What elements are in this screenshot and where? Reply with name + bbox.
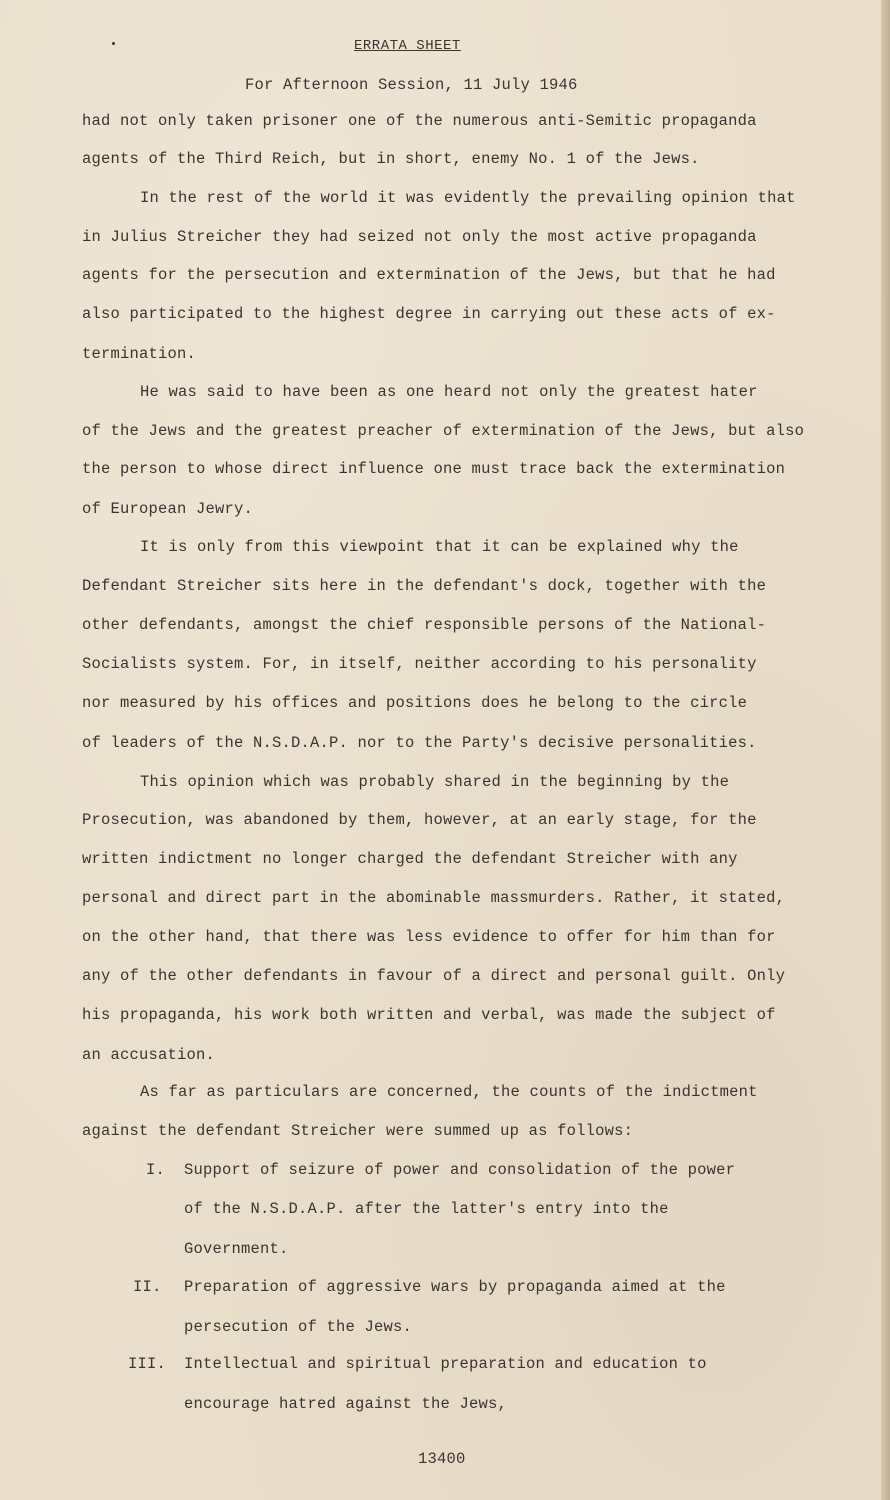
body-line: termination. xyxy=(82,345,197,363)
body-line: He was said to have been as one heard not only the greatest hater xyxy=(140,383,758,401)
body-line: of leaders of the N.S.D.A.P. nor to the Party's decisive personalities. xyxy=(82,734,757,752)
count-line: Intellectual and spiritual preparation and education to xyxy=(184,1355,707,1373)
count-line: Government. xyxy=(184,1240,289,1258)
body-line: of the Jews and the greatest preacher of extermination of the Jews, but also xyxy=(82,422,805,440)
count-line: encourage hatred against the Jews, xyxy=(184,1395,508,1413)
ink-dot xyxy=(112,42,115,45)
body-line: In the rest of the world it was evidently the prevailing opinion that xyxy=(140,189,796,207)
body-line: the person to whose direct influence one must trace back the extermination xyxy=(82,460,786,478)
body-line: nor measured by his offices and positions does he belong to the circle xyxy=(82,694,748,712)
body-line: of European Jewry. xyxy=(82,500,254,518)
body-line: It is only from this viewpoint that it can be explained why the xyxy=(140,538,739,556)
session-line: For Afternoon Session, 11 July 1946 xyxy=(245,76,578,94)
body-line: agents of the Third Reich, but in short, enemy No. 1 of the Jews. xyxy=(82,150,700,168)
page-edge-shadow xyxy=(881,0,890,1500)
count-line: Preparation of aggressive wars by propaganda aimed at the xyxy=(184,1278,726,1296)
body-line: also participated to the highest degree in carrying out these acts of ex- xyxy=(82,305,776,323)
page-number: 13400 xyxy=(418,1450,466,1468)
count-line: of the N.S.D.A.P. after the latter's entry into the xyxy=(184,1200,669,1218)
count-numeral: I. xyxy=(146,1161,166,1179)
body-line: other defendants, amongst the chief responsible persons of the National- xyxy=(82,616,767,634)
body-line: agents for the persecution and extermination of the Jews, but that he had xyxy=(82,266,776,284)
errata-title: ERRATA SHEET xyxy=(354,38,461,54)
body-line: Prosecution, was abandoned by them, however, at an early stage, for the xyxy=(82,811,757,829)
body-line: in Julius Streicher they had seized not only the most active propaganda xyxy=(82,228,757,246)
body-line: any of the other defendants in favour of a direct and personal guilt. Only xyxy=(82,967,786,985)
body-line: As far as particulars are concerned, the counts of the indictment xyxy=(140,1083,758,1101)
body-line: Defendant Streicher sits here in the defendant's dock, together with the xyxy=(82,577,767,595)
count-numeral: II. xyxy=(133,1278,162,1296)
body-line: written indictment no longer charged the defendant Streicher with any xyxy=(82,850,738,868)
body-line: had not only taken prisoner one of the numerous anti-Semitic propaganda xyxy=(82,112,757,130)
body-line: Socialists system. For, in itself, neither according to his personality xyxy=(82,655,757,673)
body-line: his propaganda, his work both written and verbal, was made the subject of xyxy=(82,1006,776,1024)
count-line: Support of seizure of power and consolidation of the power xyxy=(184,1161,736,1179)
body-line: This opinion which was probably shared in the beginning by the xyxy=(140,773,730,791)
body-line: against the defendant Streicher were summed up as follows: xyxy=(82,1122,634,1140)
count-line: persecution of the Jews. xyxy=(184,1318,413,1336)
body-line: an accusation. xyxy=(82,1046,216,1064)
body-line: on the other hand, that there was less evidence to offer for him than for xyxy=(82,928,776,946)
body-line: personal and direct part in the abominable massmurders. Rather, it stated, xyxy=(82,889,786,907)
count-numeral: III. xyxy=(128,1355,167,1373)
